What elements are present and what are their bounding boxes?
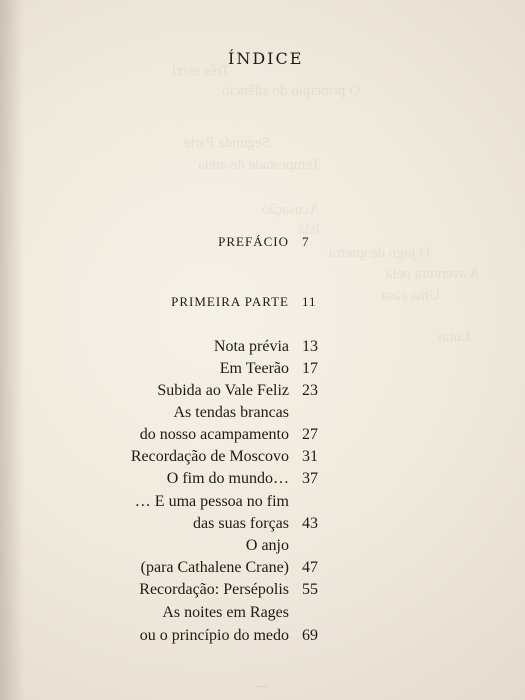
toc-entry-recordacao-persepolis — [0, 578, 525, 602]
toc-label: Em Teerão — [219, 360, 289, 377]
toc-page-number: 47 — [302, 559, 318, 576]
toc-page-number: 27 — [302, 426, 318, 443]
toc-label: Recordação: Persépolis — [139, 581, 289, 598]
toc-page-number: 7 — [302, 234, 310, 249]
toc-label: Recordação de Moscovo — [130, 448, 289, 465]
toc-page-number: 17 — [302, 360, 318, 377]
toc-page-number: 13 — [302, 338, 318, 355]
toc-entry-subida-ao-vale-feliz — [0, 379, 525, 403]
toc-label: (para Cathalene Crane) — [140, 559, 289, 576]
toc-entry-do-nosso-acampamento — [0, 423, 525, 447]
toc-label: … E uma pessoa no fim — [134, 493, 289, 510]
toc-label: O anjo — [245, 537, 289, 554]
page-edge-mark — [255, 686, 267, 687]
toc-entry-ou-o-principio-do-medo — [0, 624, 525, 648]
toc-entry-em-teerao — [0, 357, 525, 381]
show-through-text: Três escri O princípio do silêncio Segunda Parte Tempestade de areia Acusação Islã O jogo de guerra A aventura pela Uma casa Lutas — [171, 63, 480, 345]
toc-label: PREFÁCIO — [218, 234, 289, 249]
toc-page-number: 55 — [302, 581, 318, 598]
toc-entry-o-fim-do-mundo — [0, 467, 525, 491]
toc-entry-as-noites-em-rages — [0, 601, 525, 625]
toc-label: das suas forças — [193, 515, 289, 532]
toc-page-number: 69 — [302, 627, 318, 644]
toc-page-number: 23 — [302, 382, 318, 399]
toc-entry-prefacio — [0, 230, 525, 254]
index-title: ÍNDICE — [228, 49, 304, 68]
toc-entry-o-anjo — [0, 534, 525, 558]
toc-page-number: 31 — [302, 448, 318, 465]
toc-label: do nosso acampamento — [139, 426, 289, 443]
toc-entry-primeira-parte — [0, 290, 525, 314]
toc-label: PRIMEIRA PARTE — [171, 294, 289, 309]
toc-label: O fim do mundo… — [166, 470, 289, 487]
toc-entry-recordacao-de-moscovo — [0, 445, 525, 469]
toc-label: As noites em Rages — [162, 604, 289, 621]
toc-label: ou o princípio do medo — [139, 627, 289, 644]
toc-entry-nota-previa — [0, 335, 525, 359]
toc-label: Nota prévia — [213, 338, 289, 355]
toc-entry-das-suas-forcas — [0, 512, 525, 536]
toc-entry-para-cathalene-crane — [0, 556, 525, 580]
toc-page-number: 37 — [302, 470, 318, 487]
toc-entry-e-uma-pessoa-no-fim — [0, 490, 525, 514]
toc-entry-as-tendas-brancas — [0, 401, 525, 425]
toc-label: Subida ao Vale Feliz — [157, 382, 289, 399]
toc-label: As tendas brancas — [173, 404, 289, 421]
toc-page-number: 43 — [302, 515, 318, 532]
toc-page-number: 11 — [302, 294, 317, 309]
